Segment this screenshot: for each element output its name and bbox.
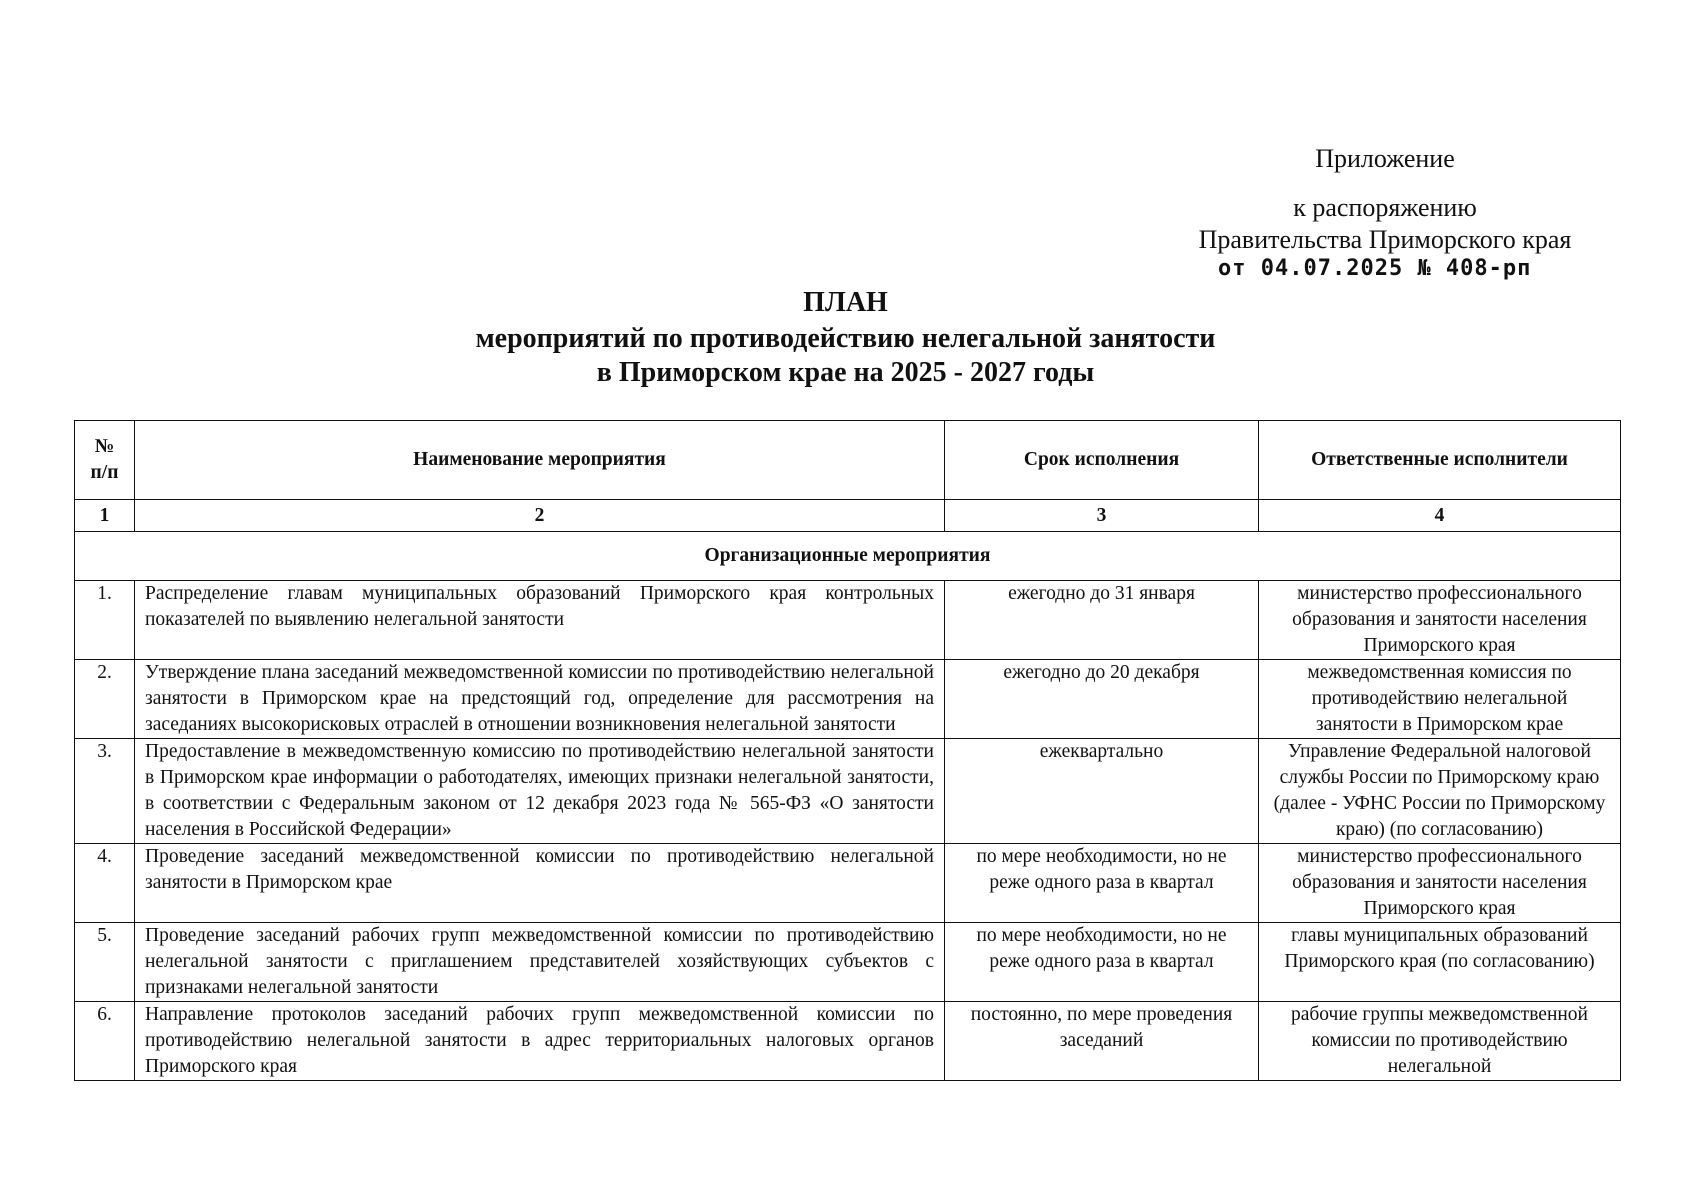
responsible-executors: рабочие группы межведомственной комиссии по противодействию нелегальной <box>1259 1002 1621 1081</box>
event-name: Утверждение плана заседаний межведомственной комиссии по противодействию нелегальной занятости в Приморском крае на предстоящий год, определение для рассмотрения на заседаниях высокорисковых отраслей в отношении возникновения нелегальной занятости <box>135 660 945 739</box>
column-header-term: Срок исполнения <box>945 421 1259 500</box>
column-number: 2 <box>135 500 945 532</box>
event-name: Распределение главам муниципальных образований Приморского края контрольных показателей по выявлению нелегальной занятости <box>135 581 945 660</box>
event-name: Направление протоколов заседаний рабочих групп межведомственной комиссии по противодействию нелегальной занятости в адрес территориальных налоговых органов Приморского края <box>135 1002 945 1081</box>
title-line-3: в Приморском крае на 2025 - 2027 годы <box>596 357 1095 388</box>
plan-table <box>74 420 1621 1081</box>
column-number: 4 <box>1259 500 1621 532</box>
row-number: 1. <box>75 581 135 660</box>
title-line-2: мероприятий по противодействию нелегальной занятости <box>475 323 1216 354</box>
deadline: ежеквартально <box>945 739 1259 844</box>
column-header-number: № п/п <box>75 421 135 500</box>
column-number: 1 <box>75 500 135 532</box>
column-number: 3 <box>945 500 1259 532</box>
table-row <box>75 1002 1621 1081</box>
row-number: 3. <box>75 739 135 844</box>
row-number: 5. <box>75 923 135 1002</box>
row-number: 4. <box>75 844 135 923</box>
section-title: Организационные мероприятия <box>75 532 1621 581</box>
row-number: 6. <box>75 1002 135 1081</box>
government-label: Правительства Приморского края <box>1198 225 1572 254</box>
event-name: Проведение заседаний рабочих групп межведомственной комиссии по противодействию нелегальной занятости с приглашением представителей хозяйствующих субъектов с признаками нелегальной занятости <box>135 923 945 1002</box>
responsible-executors: министерство профессионального образования и занятости населения Приморского края <box>1259 581 1621 660</box>
event-name: Предоставление в межведомственную комиссию по противодействию нелегальной занятости в Приморском крае информации о работодателях, имеющих признаки нелегальной занятости, в соответствии с Федеральным законом от 12 декабря 2023 года № 565-ФЗ «О занятости населения в Российской Федерации» <box>135 739 945 844</box>
responsible-executors: Управление Федеральной налоговой службы России по Приморскому краю (далее - УФНС России по Приморскому краю) (по согласованию) <box>1259 739 1621 844</box>
table-row <box>75 581 1621 660</box>
column-header-name: Наименование мероприятия <box>135 421 945 500</box>
responsible-executors: межведомственная комиссия по противодействию нелегальной занятости в Приморском крае <box>1259 660 1621 739</box>
table-row <box>75 844 1621 923</box>
row-number: 2. <box>75 660 135 739</box>
table-header-row <box>75 421 1621 500</box>
deadline: ежегодно до 31 января <box>945 581 1259 660</box>
column-header-responsible: Ответственные исполнители <box>1259 421 1621 500</box>
section-row <box>75 532 1621 581</box>
table-row <box>75 660 1621 739</box>
deadline: ежегодно до 20 декабря <box>945 660 1259 739</box>
column-number-row <box>75 500 1621 532</box>
appendix-label: Приложение <box>1315 144 1455 173</box>
order-stamp: от 04.07.2025 № 408-рп <box>1218 256 1532 281</box>
table-row <box>75 739 1621 844</box>
deadline: по мере необходимости, но не реже одного раза в квартал <box>945 923 1259 1002</box>
to-order-label: к распоряжению <box>1293 193 1477 222</box>
table-row <box>75 923 1621 1002</box>
deadline: постоянно, по мере проведения заседаний <box>945 1002 1259 1081</box>
event-name: Проведение заседаний межведомственной комиссии по противодействию нелегальной занятости в Приморском крае <box>135 844 945 923</box>
deadline: по мере необходимости, но не реже одного раза в квартал <box>945 844 1259 923</box>
responsible-executors: главы муниципальных образований Приморского края (по согласованию) <box>1259 923 1621 1002</box>
title-line-1: ПЛАН <box>803 287 888 318</box>
responsible-executors: министерство профессионального образования и занятости населения Приморского края <box>1259 844 1621 923</box>
